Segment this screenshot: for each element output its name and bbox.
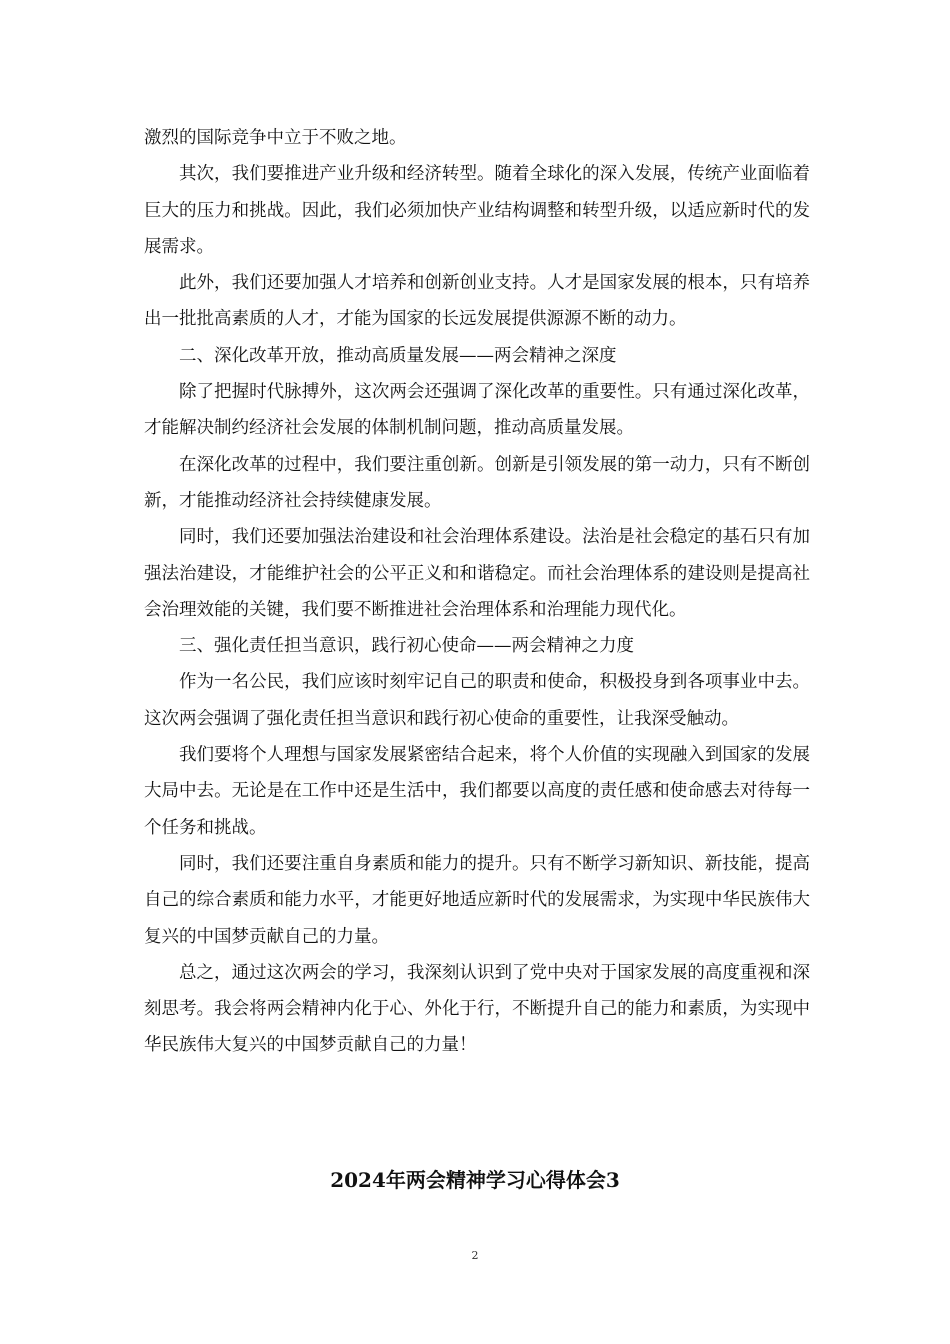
paragraph: 除了把握时代脉搏外，这次两会还强调了深化改革的重要性。只有通过深化改革，才能解决制约经济社会发展的体制机制问题，推动高质量发展。 <box>144 382 810 439</box>
section-heading: 三、强化责任担当意识，践行初心使命——两会精神之力度 <box>179 636 634 657</box>
paragraph: 同时，我们还要注重自身素质和能力的提升。只有不断学习新知识、新技能，提高自己的综合素质和能力水平，才能更好地适应新时代的发展需求，为实现中华民族伟大复兴的中国梦贡献自己的力量。 <box>144 853 810 947</box>
paragraph: 此外，我们还要加强人才培养和创新创业支持。人才是国家发展的根本，只有培养出一批批高素质的人才，才能为国家的长远发展提供源源不断的动力。 <box>144 273 810 330</box>
paragraph: 激烈的国际竞争中立于不败之地。 <box>144 128 407 148</box>
body-text <box>144 120 810 1064</box>
paragraph: 总之，通过这次两会的学习，我深刻认识到了党中央对于国家发展的高度重视和深刻思考。我会将两会精神内化于心、外化于行，不断提升自己的能力和素质，为实现中华民族伟大复兴的中国梦贡献自己的力量！ <box>144 962 810 1056</box>
paragraph: 同时，我们还要加强法治建设和社会治理体系建设。法治是社会稳定的基石只有加强法治建设，才能维护社会的公平正义和和谐稳定。而社会治理体系的建设则是提高社会治理效能的关键，我们要不断推进社会治理体系和治理能力现代化。 <box>144 527 810 620</box>
paragraph: 在深化改革的过程中，我们要注重创新。创新是引领发展的第一动力，只有不断创新，才能推动经济社会持续健康发展。 <box>144 454 810 511</box>
paragraph: 作为一名公民，我们应该时刻牢记自己的职责和使命，积极投身到各项事业中去。这次两会强调了强化责任担当意识和践行初心使命的重要性，让我深受触动。 <box>144 672 810 729</box>
paragraph: 我们要将个人理想与国家发展紧密结合起来，将个人价值的实现融入到国家的发展大局中去。无论是在工作中还是生活中，我们都要以高度的责任感和使命感去对待每一个任务和挑战。 <box>144 745 810 838</box>
page-number: 2 <box>471 1249 479 1262</box>
paragraph: 其次，我们要推进产业升级和经济转型。随着全球化的深入发展，传统产业面临着巨大的压力和挑战。因此，我们必须加快产业结构调整和转型升级，以适应新时代的发展需求。 <box>144 164 810 257</box>
section-heading: 二、深化改革开放，推动高质量发展——两会精神之深度 <box>179 345 617 366</box>
document-title: 2024年两会精神学习心得体会3 <box>330 1168 620 1192</box>
